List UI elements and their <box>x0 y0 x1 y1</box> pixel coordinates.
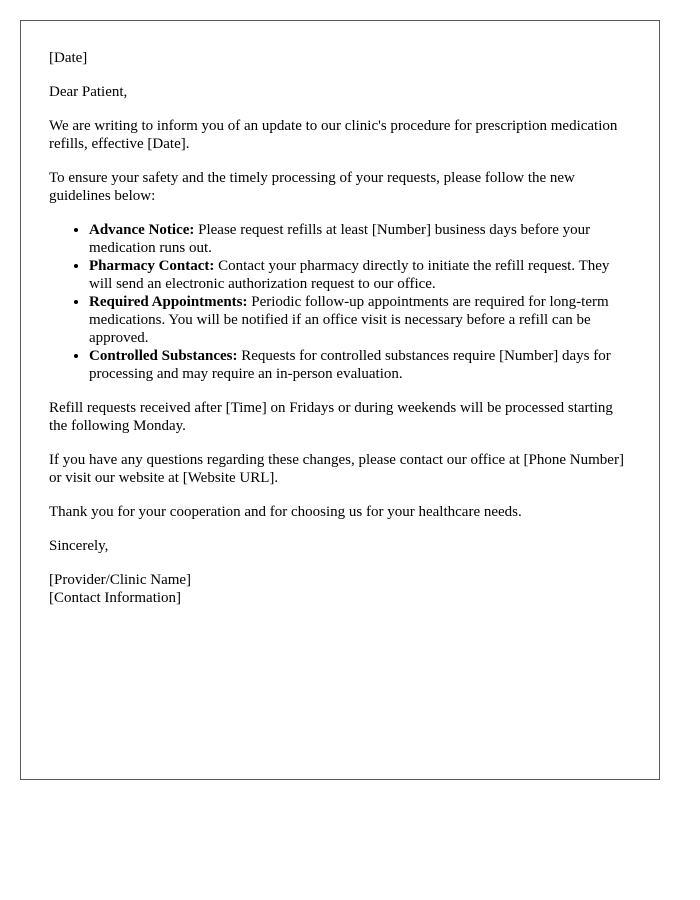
signature-block <box>49 571 631 607</box>
guideline-text: Please request refills at least [Number] business days before your medication runs out. <box>89 222 591 256</box>
guidelines-intro: To ensure your safety and the timely processing of your requests, please follow the new guidelines below: <box>49 170 575 204</box>
signature-name: [Provider/Clinic Name] <box>49 572 192 588</box>
signature-contact: [Contact Information] <box>49 590 182 606</box>
guidelines-list <box>49 221 631 383</box>
salutation: Dear Patient, <box>49 84 128 100</box>
guideline-title: Required Appointments: <box>89 294 248 310</box>
guideline-item-pharmacy-contact <box>89 257 631 293</box>
guideline-item-advance-notice <box>89 221 631 257</box>
guideline-title: Pharmacy Contact: <box>89 258 215 274</box>
guideline-text: Contact your pharmacy directly to initiate the refill request. They will send an electronic authorization request to our office. <box>89 258 610 292</box>
questions-paragraph: If you have any questions regarding these changes, please contact our office at [Phone Number] or visit our website at [Website URL]. <box>49 452 624 486</box>
thanks-paragraph: Thank you for your cooperation and for choosing us for your healthcare needs. <box>49 504 522 520</box>
closing: Sincerely, <box>49 538 109 554</box>
intro-paragraph: We are writing to inform you of an update to our clinic's procedure for prescription medication refills, effective [Date]. <box>49 118 618 152</box>
guideline-item-controlled-substances <box>89 347 631 383</box>
letter-page <box>20 20 660 780</box>
weekend-note: Refill requests received after [Time] on Fridays or during weekends will be processed starting the following Monday. <box>49 400 613 434</box>
guideline-text: Periodic follow-up appointments are required for long-term medications. You will be notified if an office visit is necessary before a refill can be approved. <box>89 294 609 346</box>
guideline-title: Controlled Substances: <box>89 348 238 364</box>
guideline-text: Requests for controlled substances require [Number] days for processing and may require an in-person evaluation. <box>89 348 611 382</box>
letter-date: [Date] <box>49 50 88 66</box>
guideline-title: Advance Notice: <box>89 222 195 238</box>
guideline-item-required-appointments <box>89 293 631 347</box>
